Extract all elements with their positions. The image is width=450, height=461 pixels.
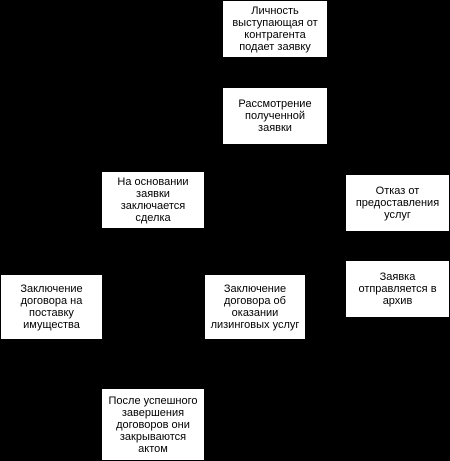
step-close-contracts-text: После успешного завершения договоров они закрываются актом (108, 394, 198, 455)
step-conclude-deal (101, 171, 205, 229)
step-review-application-text: Рассмотрение полученной заявки (238, 98, 312, 134)
step-refusal-text: Отказ от предоставления услуг (355, 185, 440, 221)
step-review-application (222, 87, 328, 145)
step-close-contracts (101, 388, 205, 461)
step-submit-application (222, 0, 328, 58)
step-leasing-contract-text: Заключение договора об оказании лизинговых услуг (210, 283, 300, 331)
step-archive-text: Заявка отправляется в архив (358, 271, 437, 307)
step-refusal (345, 174, 450, 232)
step-submit-application-text: Личность выступающая от контрагента подает заявку (232, 5, 318, 53)
step-supply-contract-text: Заключение договора на поставку имущества (20, 283, 83, 331)
step-conclude-deal-text: На основании заявки заключается сделка (117, 176, 189, 224)
step-supply-contract (0, 274, 103, 340)
step-archive (345, 260, 450, 318)
step-leasing-contract (204, 274, 306, 340)
